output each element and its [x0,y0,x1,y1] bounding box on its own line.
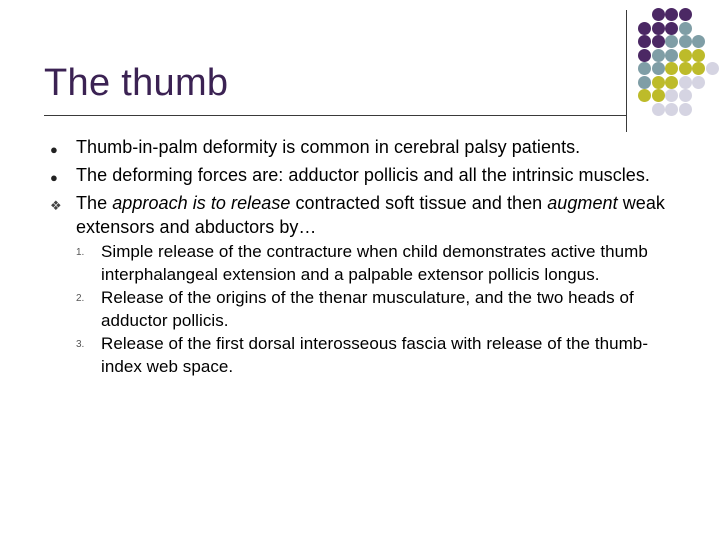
slide-content [50,136,680,378]
bullet-item [50,164,680,191]
numbered-item [76,286,680,332]
step-text: Release of the first dorsal interosseous fascia with release of the thumb-index web space. [101,334,649,376]
decorative-dot [638,49,651,62]
decorative-dot [665,35,678,48]
decorative-dot [692,49,705,62]
decorative-dot [638,35,651,48]
decorative-dot-grid [638,8,718,120]
decorative-dot [652,49,665,62]
decorative-dot [652,103,665,116]
decorative-dot [679,35,692,48]
decorative-dot [665,62,678,75]
vertical-divider [626,10,627,132]
slide-title: The thumb [44,62,229,104]
decorative-dot [652,62,665,75]
decorative-dot [706,62,719,75]
decorative-dot [692,35,705,48]
decorative-dot [679,8,692,21]
bullet-item [50,192,680,239]
decorative-dot [638,62,651,75]
step-number: 2. [76,293,85,304]
step-number: 3. [76,339,85,350]
decorative-dot [665,103,678,116]
decorative-dot [679,22,692,35]
bullet-text: The deforming forces are: adductor pollicis and all the intrinsic muscles. [76,165,650,185]
decorative-dot [679,89,692,102]
text-run: contracted soft tissue and then [290,193,548,213]
decorative-dot [679,49,692,62]
decorative-dot [652,22,665,35]
decorative-dot [638,22,651,35]
decorative-dot [692,62,705,75]
numbered-item [76,332,680,378]
decorative-dot [665,49,678,62]
emphasis-text: approach is to release [112,193,291,213]
step-number: 1. [76,247,85,258]
circle-bullet-icon: ● [50,170,58,185]
decorative-dot [665,76,678,89]
numbered-item [76,240,680,286]
decorative-dot [665,8,678,21]
decorative-dot [652,89,665,102]
decorative-dot [652,35,665,48]
bullet-text [76,192,680,239]
decorative-dot [679,76,692,89]
step-text: Simple release of the contracture when child demonstrates active thumb interphalangeal extension and a palpable extensor pollicis longus. [101,242,648,284]
decorative-dot [652,76,665,89]
diamond-bullet-icon: ❖ [50,198,62,213]
decorative-dot [692,76,705,89]
numbered-list [76,240,680,378]
emphasis-text: augment [547,193,618,213]
text-run: weak extensors and abductors by… [76,193,665,237]
decorative-dot [665,89,678,102]
decorative-dot [679,62,692,75]
decorative-dot [638,76,651,89]
decorative-dot [665,22,678,35]
decorative-dot [652,8,665,21]
bullet-item [50,136,680,163]
title-underline [44,115,626,116]
decorative-dot [638,89,651,102]
step-text: Release of the origins of the thenar musculature, and the two heads of adductor pollicis. [101,288,634,330]
decorative-dot [679,103,692,116]
text-run: The [76,193,113,213]
circle-bullet-icon: ● [50,142,58,157]
bullet-text: Thumb-in-palm deformity is common in cerebral palsy patients. [76,137,581,157]
